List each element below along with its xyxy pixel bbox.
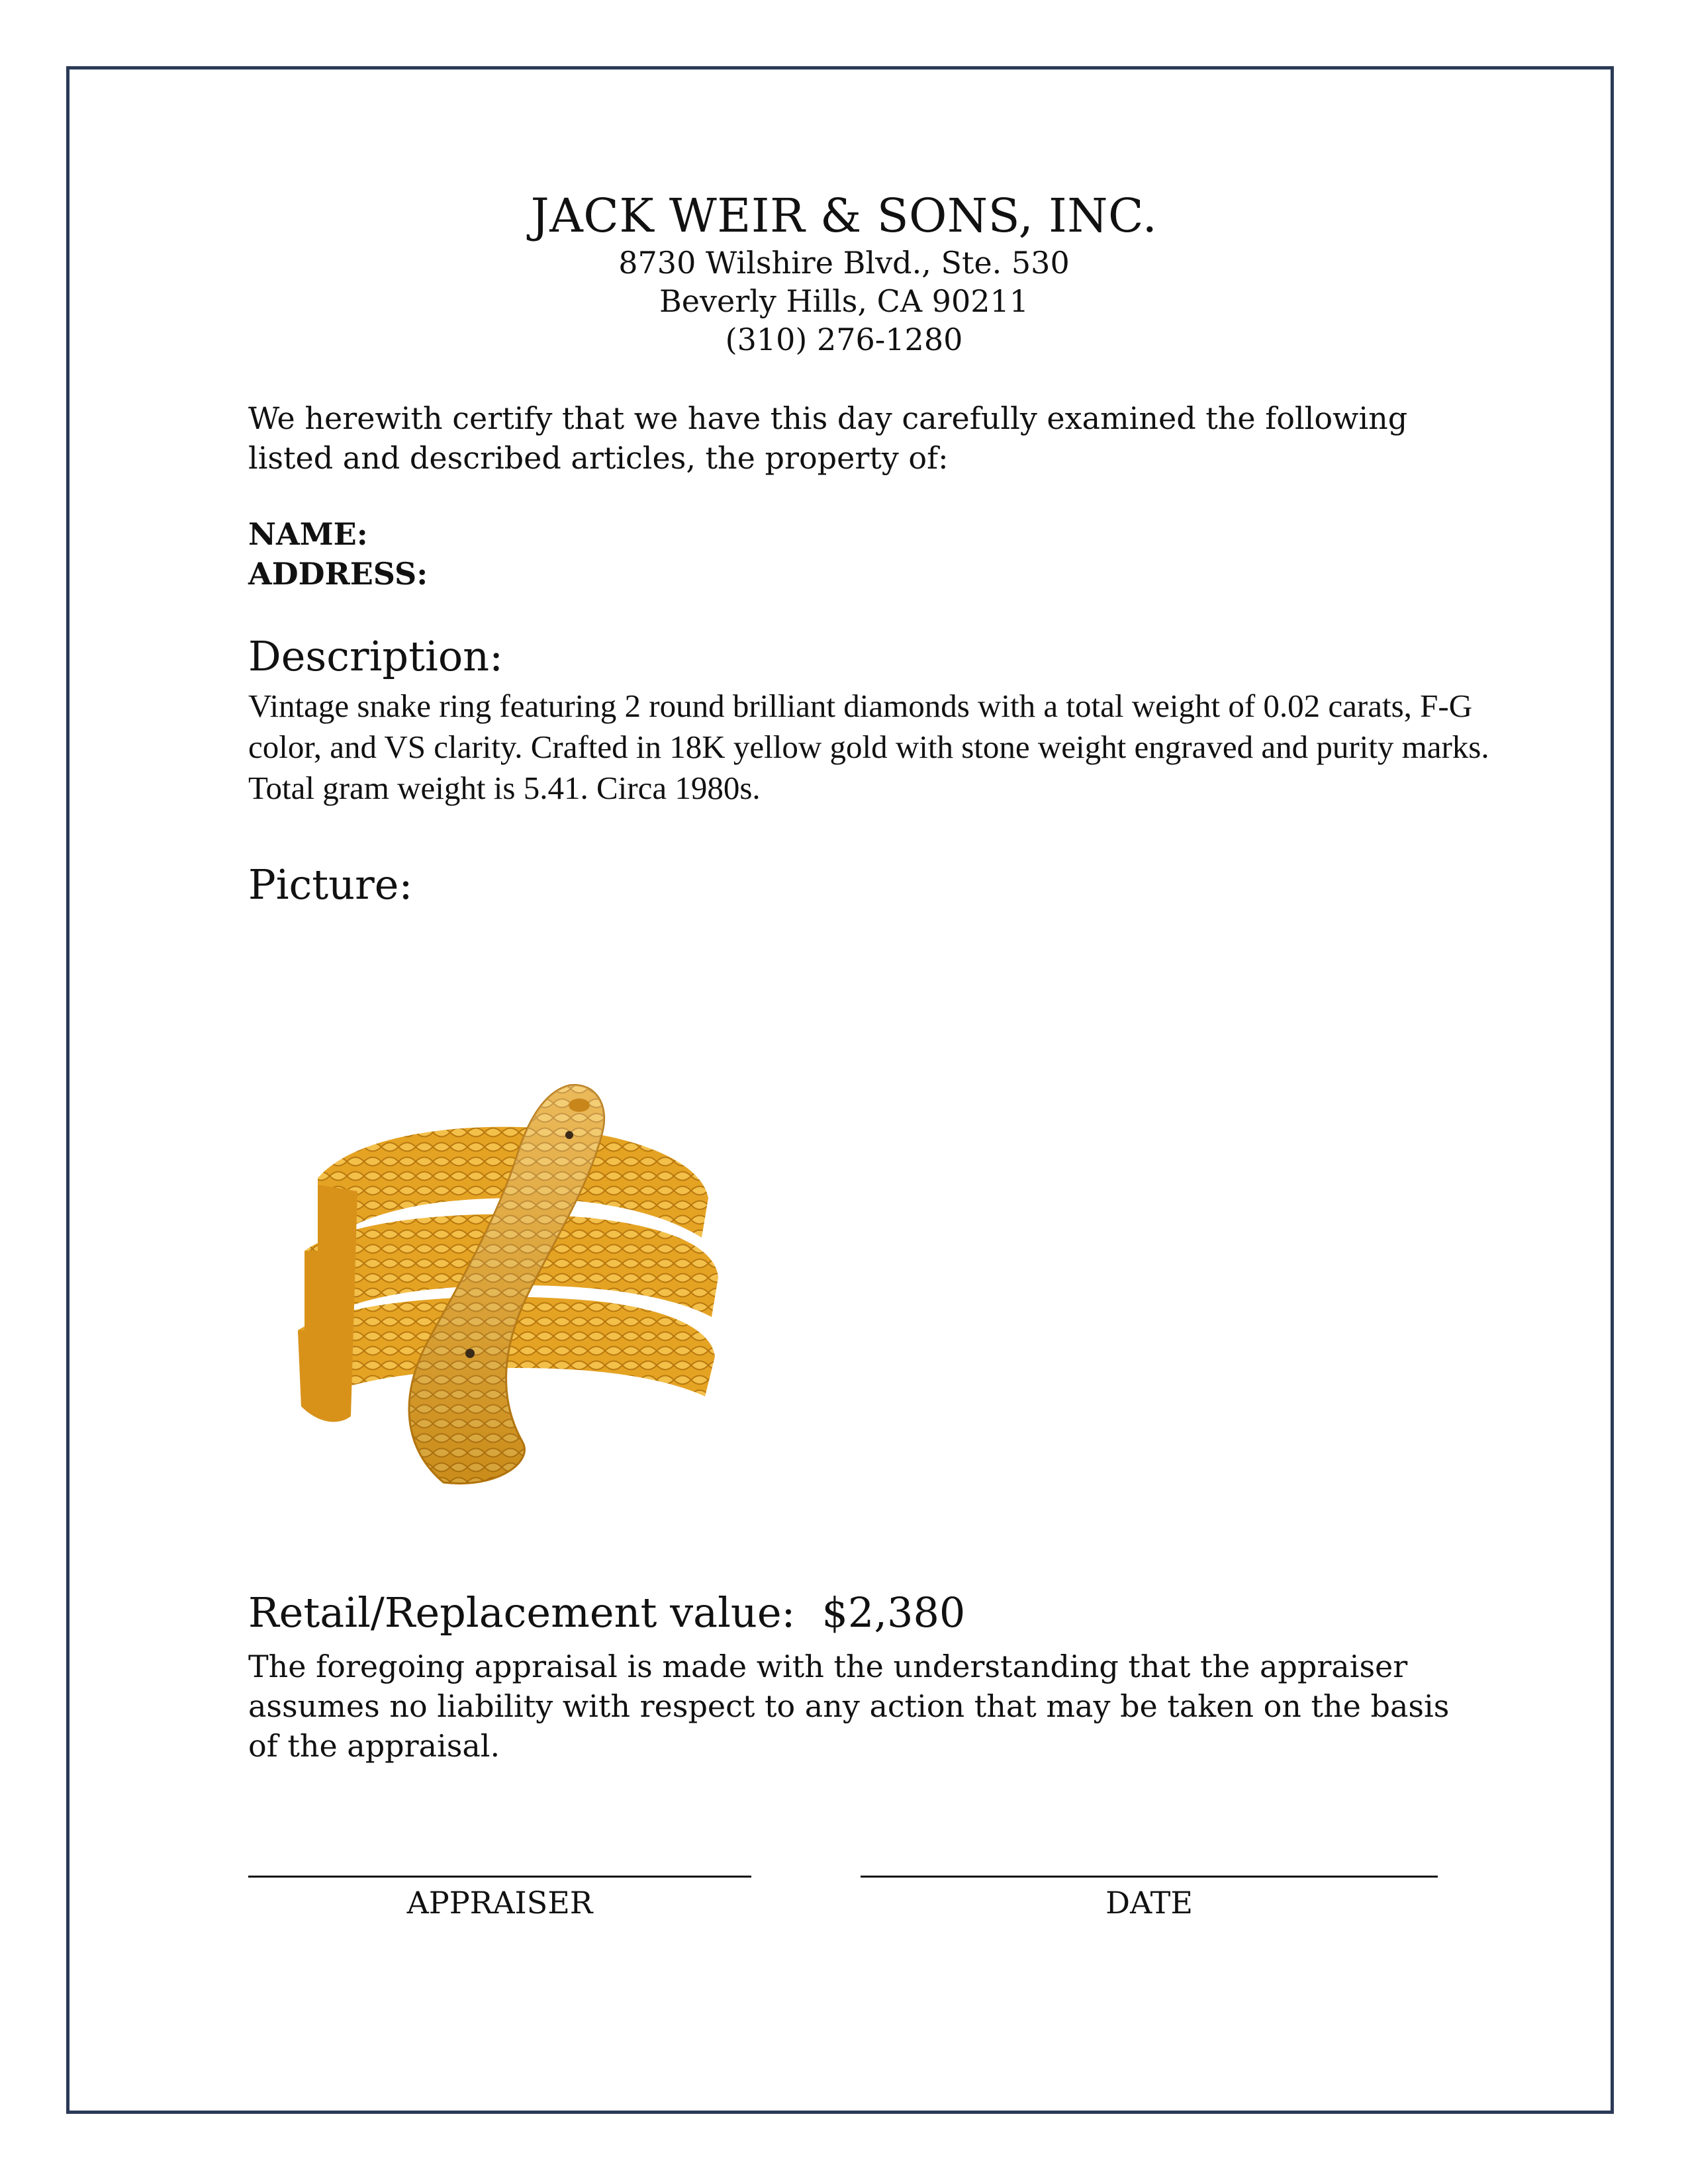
name-label: NAME: bbox=[248, 516, 368, 552]
snake-ring-image bbox=[278, 1052, 741, 1489]
picture-heading: Picture: bbox=[248, 860, 413, 909]
company-phone: (310) 276-1280 bbox=[725, 322, 963, 357]
description-text: Vintage snake ring featuring 2 round brilliant diamonds with a total weight of 0.02 carats, F-G color, and VS clarity. Crafted in 18K yellow gold with stone weight engraved and purity marks. Total gram weight is 5.41. Circa 1980s. bbox=[248, 688, 1489, 806]
appraiser-signature-line bbox=[248, 1876, 751, 1878]
date-label: DATE bbox=[1105, 1885, 1193, 1921]
company-name: JACK WEIR & SONS, INC. bbox=[530, 189, 1158, 243]
certification-statement: We herewith certify that we have this day carefully examined the following listed and described articles, the property of: bbox=[248, 400, 1408, 476]
replacement-value-line bbox=[248, 1588, 965, 1637]
value-label: Retail/Replacement value: bbox=[248, 1588, 796, 1637]
description-heading: Description: bbox=[248, 632, 503, 680]
value-amount: $2,380 bbox=[821, 1588, 966, 1637]
address-label: ADDRESS: bbox=[248, 556, 428, 592]
appraiser-label: APPRAISER bbox=[406, 1885, 593, 1921]
company-address-line1: 8730 Wilshire Blvd., Ste. 530 bbox=[618, 245, 1070, 281]
date-signature-line bbox=[861, 1876, 1438, 1878]
disclaimer-text: The foregoing appraisal is made with the understanding that the appraiser assumes no liability with respect to any action that may be taken on the basis of the appraisal. bbox=[248, 1649, 1450, 1764]
company-address-line2: Beverly Hills, CA 90211 bbox=[659, 283, 1029, 319]
